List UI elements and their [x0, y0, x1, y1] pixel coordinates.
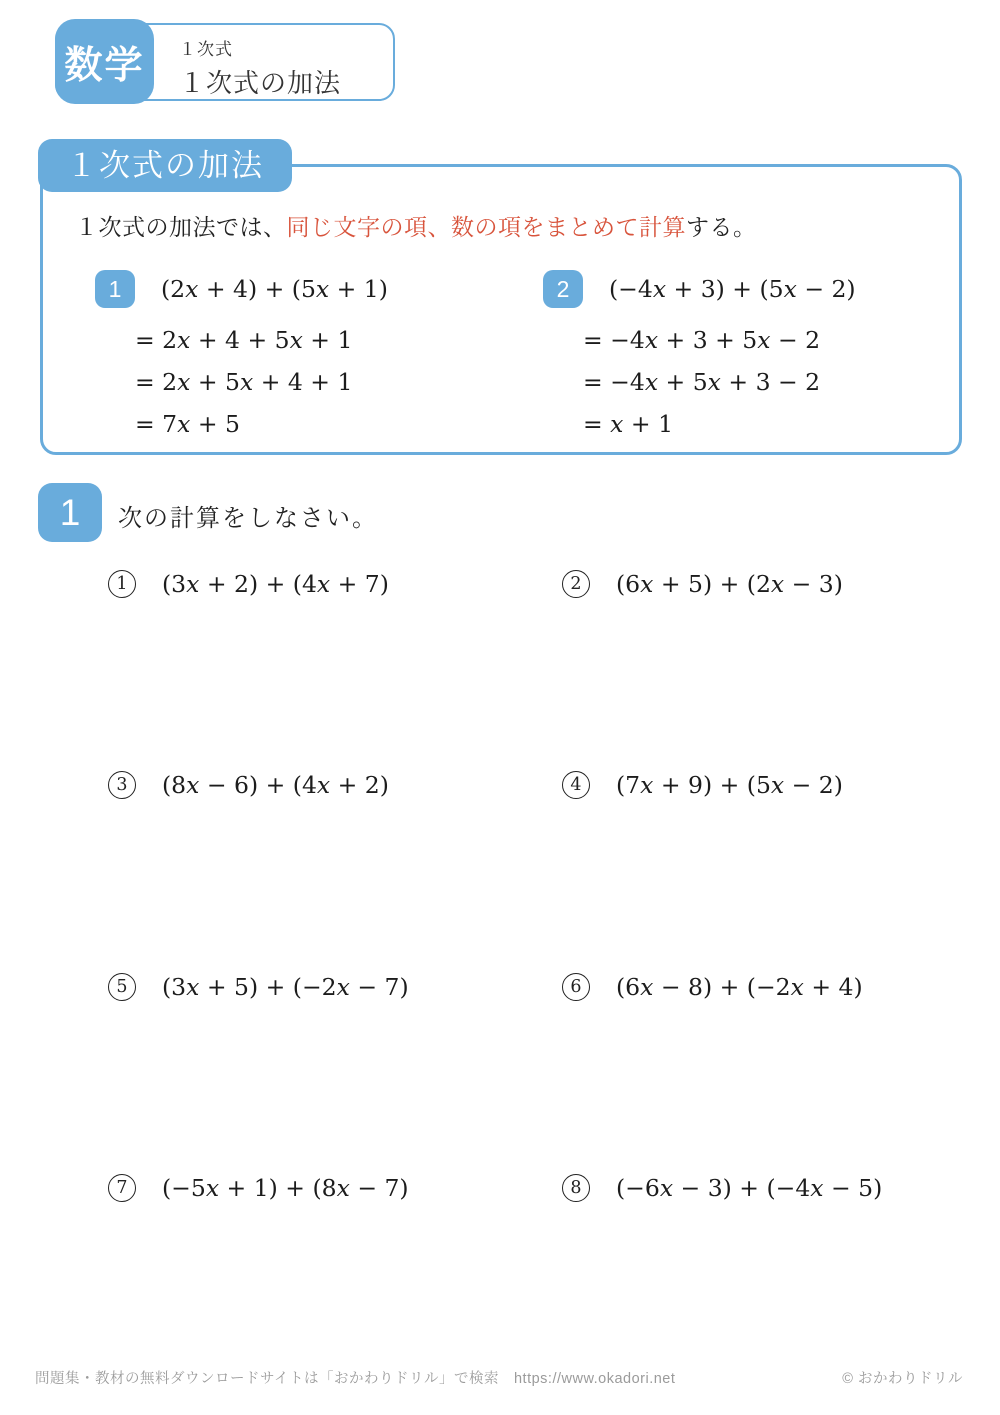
- problem-expression: (−5x + 1) + (8x − 7): [162, 1174, 409, 1202]
- problem-7: [108, 1174, 409, 1202]
- example-expression: (2x + 4) + (5x + 1): [161, 275, 388, 303]
- example-step: = 2x + 4 + 5x + 1: [135, 326, 353, 354]
- unit-label: １次式: [179, 40, 233, 59]
- example-step: = 7x + 5: [135, 410, 240, 438]
- problem-number-circled: 3: [108, 771, 136, 799]
- example-expression: (−4x + 3) + (5x − 2): [609, 275, 856, 303]
- example-number-badge: 2: [543, 270, 583, 308]
- problem-number-circled: 8: [562, 1174, 590, 1202]
- problem-8: [562, 1174, 882, 1202]
- footer-site-info: 問題集・教材の無料ダウンロードサイトは「おかわりドリル」で検索 https://www.okadori.net: [35, 1371, 676, 1387]
- question-number-badge: 1: [38, 483, 102, 542]
- problem-number-circled: 2: [562, 570, 590, 598]
- example-step: = 2x + 5x + 4 + 1: [135, 368, 353, 396]
- problem-expression: (6x + 5) + (2x − 3): [616, 570, 843, 598]
- explanation-post: する。: [686, 215, 757, 241]
- problem-number-circled: 7: [108, 1174, 136, 1202]
- problem-number-circled: 5: [108, 973, 136, 1001]
- problem-expression: (3x + 5) + (−2x − 7): [162, 973, 409, 1001]
- example-step: = −4x + 3 + 5x − 2: [583, 326, 821, 354]
- problem-expression: (3x + 2) + (4x + 7): [162, 570, 389, 598]
- worked-example-1: [95, 270, 388, 445]
- problem-1: [108, 570, 389, 598]
- problem-expression: (6x − 8) + (−2x + 4): [616, 973, 863, 1001]
- problem-expression: (8x − 6) + (4x + 2): [162, 771, 389, 799]
- problem-5: [108, 973, 409, 1001]
- worked-example-2: [543, 270, 856, 445]
- problem-4: [562, 771, 843, 799]
- example-number-badge: 1: [95, 270, 135, 308]
- problem-number-circled: 4: [562, 771, 590, 799]
- explanation-text: [75, 209, 757, 242]
- question-instruction: 次の計算をしなさい。: [118, 504, 378, 532]
- section-title-badge: １次式の加法: [38, 139, 292, 192]
- problem-expression: (7x + 9) + (5x − 2): [616, 771, 843, 799]
- example-step: = −4x + 5x + 3 − 2: [583, 368, 821, 396]
- problem-6: [562, 973, 863, 1001]
- problem-3: [108, 771, 389, 799]
- problem-number-circled: 1: [108, 570, 136, 598]
- example-step: = x + 1: [583, 410, 674, 438]
- problem-2: [562, 570, 843, 598]
- problem-number-circled: 6: [562, 973, 590, 1001]
- footer-copyright: © おかわりドリル: [842, 1371, 963, 1387]
- explanation-pre: １次式の加法では、: [75, 215, 287, 241]
- explanation-highlight: 同じ文字の項、数の項をまとめて計算: [286, 215, 686, 241]
- problem-expression: (−6x − 3) + (−4x − 5): [616, 1174, 883, 1202]
- topic-label: １次式の加法: [179, 68, 342, 98]
- subject-badge: 数学: [55, 19, 154, 104]
